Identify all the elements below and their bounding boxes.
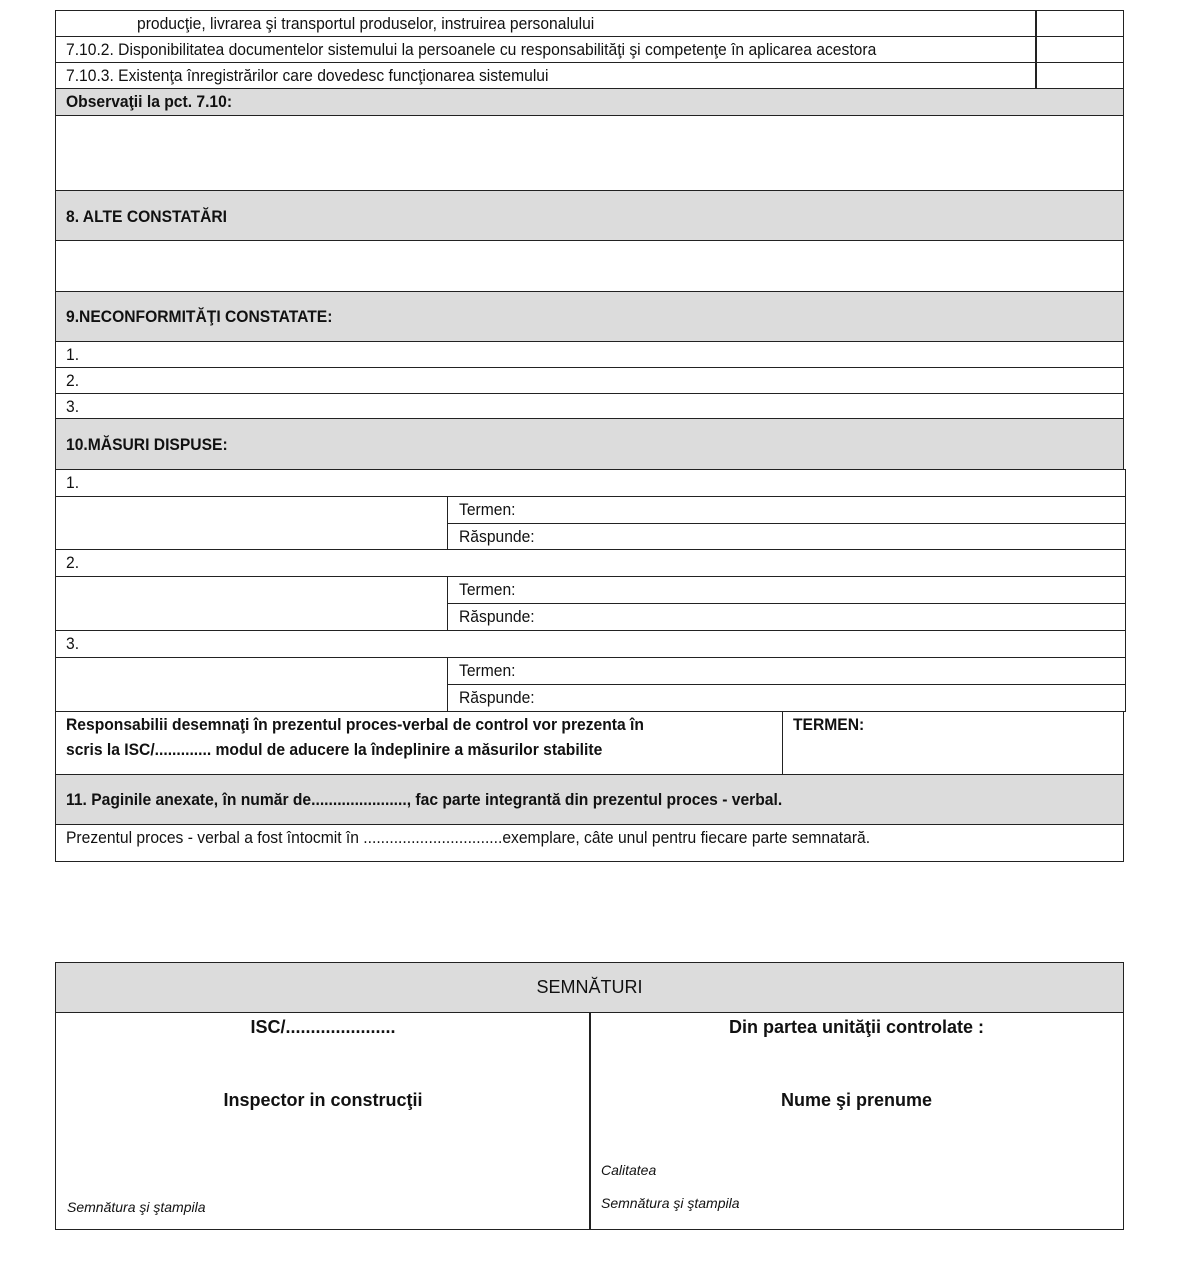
section-11-title: 11. Paginile anexate, în număr de......................, fac parte integrantă din prezentul proces - verbal. [66, 790, 783, 809]
inspector-role: Inspector in construcţii [223, 1090, 423, 1110]
termen-label: TERMEN: [793, 715, 865, 734]
section-10-title: 10.MĂSURI DISPUSE: [66, 435, 228, 454]
measure-num-1: 1. [66, 473, 80, 492]
quality-label: Calitatea [601, 1162, 657, 1178]
row-7-10-1-text: producţie, livrarea şi transportul produselor, instruirea personalului [137, 14, 595, 33]
measure-3-desc[interactable] [55, 657, 448, 712]
measure-2-raspunde-label: Răspunde: [459, 607, 535, 626]
controlled-unit-header: Din partea unităţii controlate : [728, 1017, 985, 1037]
measure-2-termen[interactable] [447, 576, 1126, 604]
measure-2-desc[interactable] [55, 576, 448, 631]
section-8-title: 8. ALTE CONSTATĂRI [66, 207, 228, 226]
measure-1-termen-label: Termen: [459, 500, 516, 519]
section-9-title: 9.NECONFORMITĂŢI CONSTATATE: [66, 307, 333, 326]
right-signature-label: Semnătura şi ştampila [601, 1195, 740, 1211]
row-7-10-2-text: 7.10.2. Disponibilitatea documentelor sistemului la persoanele cu responsabilităţi şi competenţe în aplicarea acestora [66, 40, 877, 59]
measure-3-raspunde-label: Răspunde: [459, 688, 535, 707]
measure-row-1[interactable] [55, 469, 1126, 497]
measure-3-termen-label: Termen: [459, 661, 516, 680]
responsabili-text-line2: scris la ISC/............. modul de aducere la îndeplinire a măsurilor stabilite [66, 740, 603, 759]
row-7-10-3-text: 7.10.3. Existenţa înregistrărilor care dovedesc funcţionarea sistemului [66, 66, 549, 85]
closing-text: Prezentul proces - verbal a fost întocmit în ................................exemplare, câte unul pentru fiecare parte semnatară. [66, 828, 871, 847]
measure-3-termen[interactable] [447, 657, 1126, 685]
signatures-header [55, 962, 1124, 1013]
measure-2-raspunde[interactable] [447, 603, 1126, 631]
measure-row-3[interactable] [55, 630, 1126, 658]
nonconf-num-2: 2. [66, 371, 80, 390]
nonconf-num-1: 1. [66, 345, 80, 364]
signatures-title: SEMNĂTURI [536, 977, 643, 997]
measure-1-raspunde-label: Răspunde: [459, 527, 535, 546]
isc-header: ISC/...................... [250, 1017, 396, 1037]
measure-1-desc[interactable] [55, 496, 448, 550]
name-surname-label: Nume şi prenume [780, 1090, 933, 1110]
measure-3-raspunde[interactable] [447, 684, 1126, 712]
nonconf-num-3: 3. [66, 397, 80, 416]
section-8-field[interactable] [55, 240, 1124, 292]
row-7-10-1-check[interactable] [1035, 10, 1124, 37]
measure-1-termen[interactable] [447, 496, 1126, 524]
nonconf-row-3[interactable] [55, 393, 1124, 420]
obs-7-10-field[interactable] [55, 115, 1124, 191]
measure-2-termen-label: Termen: [459, 580, 516, 599]
responsabili-text-line1: Responsabilii desemnaţi în prezentul proces-verbal de control vor prezenta în [66, 715, 644, 734]
signature-right-panel[interactable] [589, 1012, 1124, 1230]
row-7-10-2-check[interactable] [1035, 36, 1124, 63]
measure-1-raspunde[interactable] [447, 523, 1126, 550]
signature-left-panel[interactable] [55, 1012, 591, 1230]
measure-row-2[interactable] [55, 549, 1126, 577]
measure-num-2: 2. [66, 553, 80, 572]
nonconf-row-2[interactable] [55, 367, 1124, 394]
row-7-10-3-check[interactable] [1035, 62, 1124, 89]
nonconf-row-1[interactable] [55, 341, 1124, 368]
left-signature-label: Semnătura şi ştampila [67, 1199, 206, 1215]
measure-num-3: 3. [66, 634, 80, 653]
obs-7-10-label: Observaţii la pct. 7.10: [66, 92, 233, 111]
